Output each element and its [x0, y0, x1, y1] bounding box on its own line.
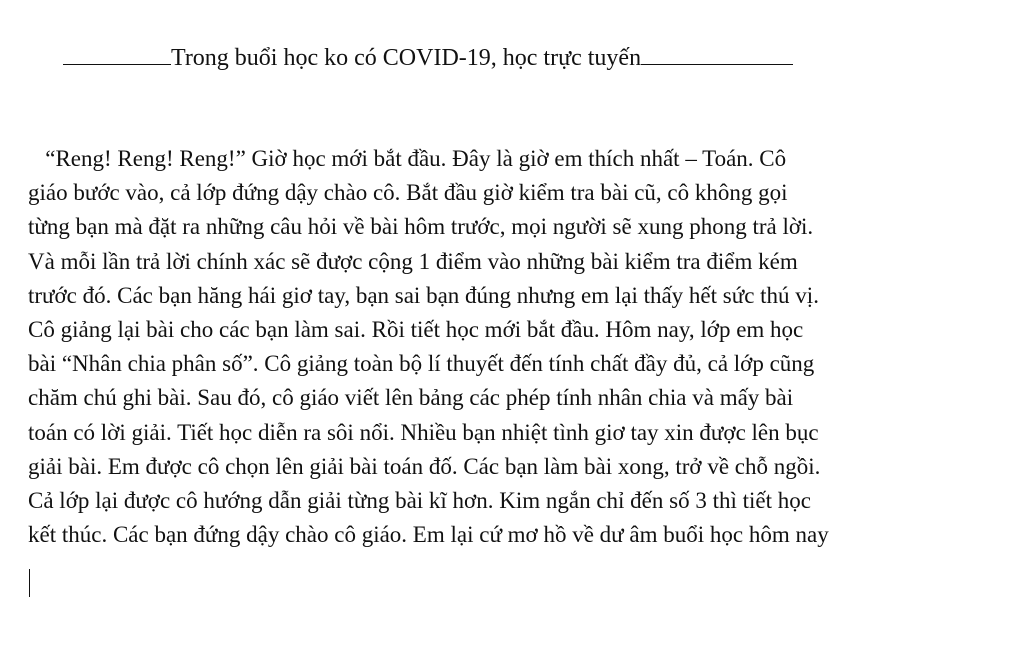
paragraph-line: bài “Nhân chia phân số”. Cô giảng toàn bộ lí thuyết đến tính chất đầy đủ, cả lớp cũng	[28, 351, 815, 377]
paragraph-line: từng bạn mà đặt ra những câu hỏi về bài hôm trước, mọi người sẽ xung phong trả lời.	[28, 214, 814, 240]
paragraph-line: chăm chú ghi bài. Sau đó, cô giáo viết lên bảng các phép tính nhân chia và mấy bài	[28, 385, 794, 411]
paragraph-line: kết thúc. Các bạn đứng dậy chào cô giáo. Em lại cứ mơ hồ về dư âm buổi học hôm nay	[28, 522, 829, 548]
document-paragraph[interactable]	[28, 142, 1003, 552]
paragraph-line: giải bài. Em được cô chọn lên giải bài toán đố. Các bạn làm bài xong, trở về chỗ ngồi.	[28, 453, 821, 479]
paragraph-line: Cả lớp lại được cô hướng dẫn giải từng bài kĩ hơn. Kim ngắn chỉ đến số 3 thì tiết học	[28, 488, 811, 514]
paragraph-line: trước đó. Các bạn hăng hái giơ tay, bạn sai bạn đúng nhưng em lại thấy hết sức thú vị.	[28, 282, 819, 308]
paragraph-line: Và mỗi lần trả lời chính xác sẽ được cộng 1 điểm vào những bài kiểm tra điểm kém	[28, 248, 798, 274]
paragraph-line: “Reng! Reng! Reng!” Giờ học mới bắt đầu. Đây là giờ em thích nhất – Toán. Cô	[28, 146, 787, 171]
paragraph-line: toán có lời giải. Tiết học diễn ra sôi nổi. Nhiều bạn nhiệt tình giơ tay xin được lên bục	[28, 419, 819, 445]
text-cursor[interactable]	[29, 569, 30, 597]
document-title-line	[63, 40, 793, 75]
paragraph-line: giáo bước vào, cả lớp đứng dậy chào cô. Bắt đầu giờ kiểm tra bài cũ, cô không gọi	[28, 180, 788, 206]
document-title: Trong buổi học ko có COVID-19, học trực tuyến	[171, 45, 642, 71]
title-right-rule	[641, 40, 793, 65]
title-left-rule	[63, 40, 171, 65]
paragraph-line: Cô giảng lại bài cho các bạn làm sai. Rồi tiết học mới bắt đầu. Hôm nay, lớp em học	[28, 317, 804, 343]
